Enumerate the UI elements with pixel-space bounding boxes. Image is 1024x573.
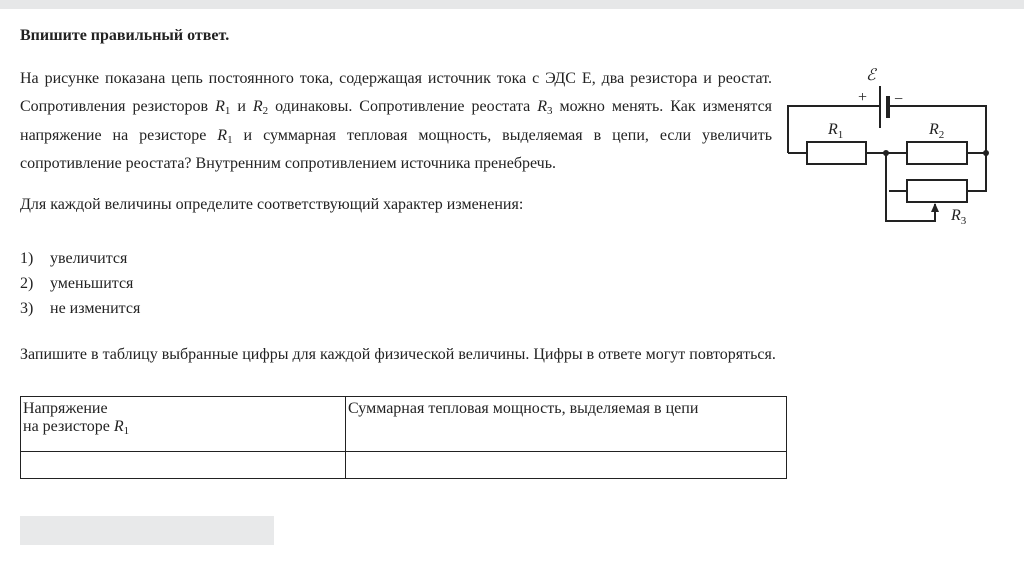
answer-cell-power (346, 452, 787, 479)
r3-symbol: R (537, 98, 548, 116)
top-bar (0, 0, 1024, 9)
answer-input-power[interactable] (346, 452, 790, 478)
submit-button[interactable] (20, 516, 274, 545)
answer-note: Запишите в таблицу выбранные цифры для каждой физической величины. Цифры в ответе могут повторяться. (20, 346, 776, 363)
header-voltage: Напряжение на резисторе $R_1$ (21, 397, 346, 452)
answer-table (20, 396, 787, 479)
minus-sign: − (894, 91, 904, 108)
option-1: 1) увеличится (20, 250, 128, 267)
plus-sign: + (858, 89, 868, 106)
emf-label: ℰ (866, 67, 876, 84)
resistor-r2 (907, 142, 967, 164)
answer-cell-voltage (21, 452, 346, 479)
header-power: Суммарная тепловая мощность, выделяемая в цепи (346, 397, 787, 452)
r2-symbol: R (252, 98, 263, 116)
r1-symbol: R (215, 98, 225, 116)
label-r1: $R_1$ (828, 121, 844, 141)
answer-input-voltage[interactable] (21, 452, 349, 478)
problem-text: На рисунке показана цепь постоянного тока, содержащая источник тока с ЭДС Е, два резистора и реостат. Сопротивления резисторов $R_1$ и $R_2$ одинаковы. Сопротивление реостата $R_3$ можно менять. Как изменятся напряжение на резисторе $R_1$ и суммарная тепловая мощность, выделяемая в цепи, если увеличить сопротивление реостата? Внутренним сопротивлением источника пренебречь. (20, 70, 773, 172)
instruction-heading: Впишите правильный ответ. (20, 27, 230, 44)
options-list (20, 246, 140, 321)
label-r3: $R_3$ (951, 207, 967, 227)
circuit-diagram (786, 62, 1002, 232)
rheostat-r3 (907, 180, 967, 202)
label-r2: $R_2$ (929, 121, 945, 141)
junction-right (983, 150, 989, 156)
option-3: 3) не изменится (20, 300, 141, 317)
junction-left (883, 150, 889, 156)
task-prompt: Для каждой величины определите соответствующий характер изменения: (20, 196, 524, 213)
resistor-r1 (807, 142, 866, 164)
option-2: 2) уменьшится (20, 275, 134, 292)
rheostat-slider-arrow (931, 203, 939, 212)
